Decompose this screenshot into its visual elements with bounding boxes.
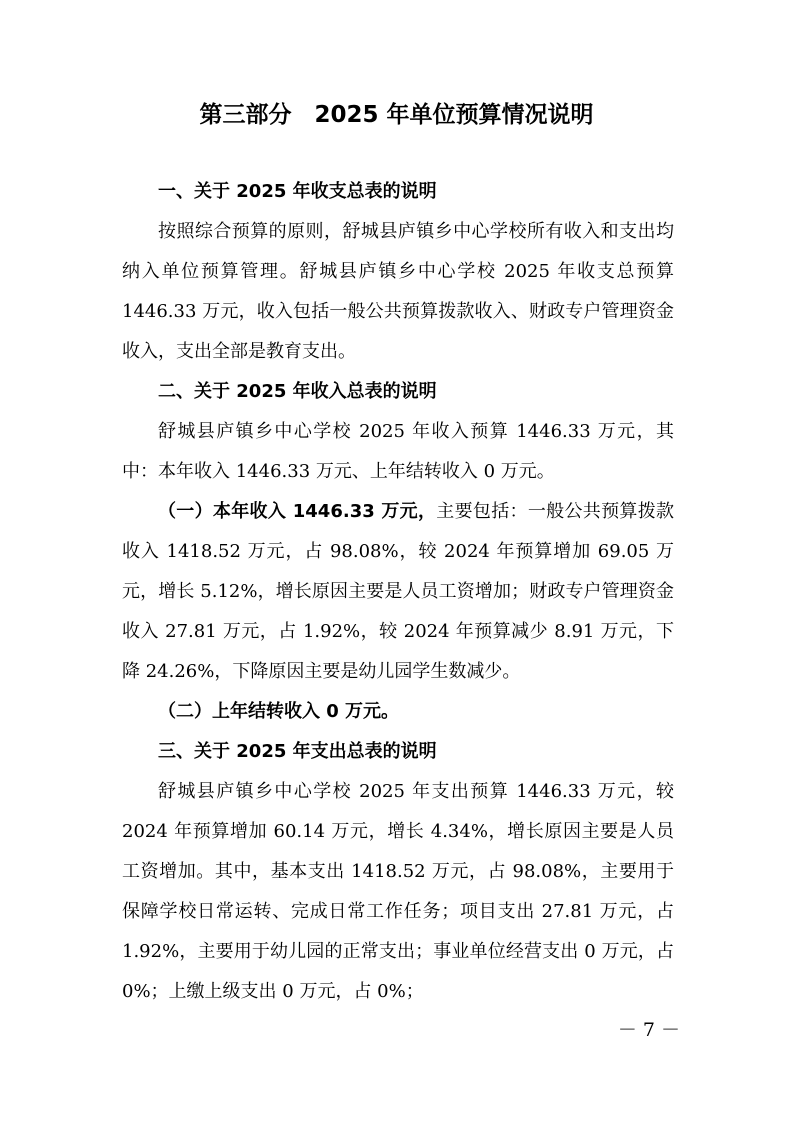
section-1-heading: 一、关于 2025 年收支总表的说明: [158, 181, 437, 202]
section-2-sub1-text: 主要包括：一般公共预算拨款收入 1418.52 万元，占 98.08%，较 2024 年预算增加 69.05 万元，增长 5.12%，增长原因主要是人员工资增加；财政专户管理资金收入 27.81 万元，占 1.92%，较 2024 年预算减少 8.91 万元，下降 24.26%，下降原因主要是幼儿园学生数减少。: [122, 501, 674, 682]
section-2-paragraph: 舒城县庐镇乡中心学校 2025 年收入预算 1446.33 万元，其中：本年收入 1446.33 万元、上年结转收入 0 万元。: [122, 421, 674, 482]
section-2-sub1-heading: （一）本年收入 1446.33 万元，: [158, 501, 437, 522]
section-2-sub2-heading: （二）上年结转收入 0 万元。: [158, 701, 400, 722]
page-number: － 7 －: [617, 1019, 680, 1041]
document-body: [122, 172, 674, 1012]
section-3-paragraph: 舒城县庐镇乡中心学校 2025 年支出预算 1446.33 万元，较 2024 年预算增加 60.14 万元，增长 4.34%，增长原因主要是人员工资增加。其中，基本支出 1418.52 万元，占 98.08%，主要用于保障学校日常运转、完成日常工作任务；项目支出 27.81 万元，占 1.92%，主要用于幼儿园的正常支出；事业单位经营支出 0 万元，占 0%；上缴上级支出 0 万元，占 0%；: [122, 781, 674, 1002]
section-2-sub1-paragraph: [122, 492, 674, 692]
page-title: 第三部分 2025 年单位预算情况说明: [199, 102, 594, 128]
section-1-paragraph: 按照综合预算的原则，舒城县庐镇乡中心学校所有收入和支出均纳入单位预算管理。舒城县庐镇乡中心学校 2025 年收支总预算 1446.33 万元，收入包括一般公共预算拨款收入、财政专户管理资金收入，支出全部是教育支出。: [122, 221, 674, 362]
section-3-heading: 三、关于 2025 年支出总表的说明: [158, 741, 437, 762]
section-2-heading: 二、关于 2025 年收入总表的说明: [158, 381, 437, 402]
